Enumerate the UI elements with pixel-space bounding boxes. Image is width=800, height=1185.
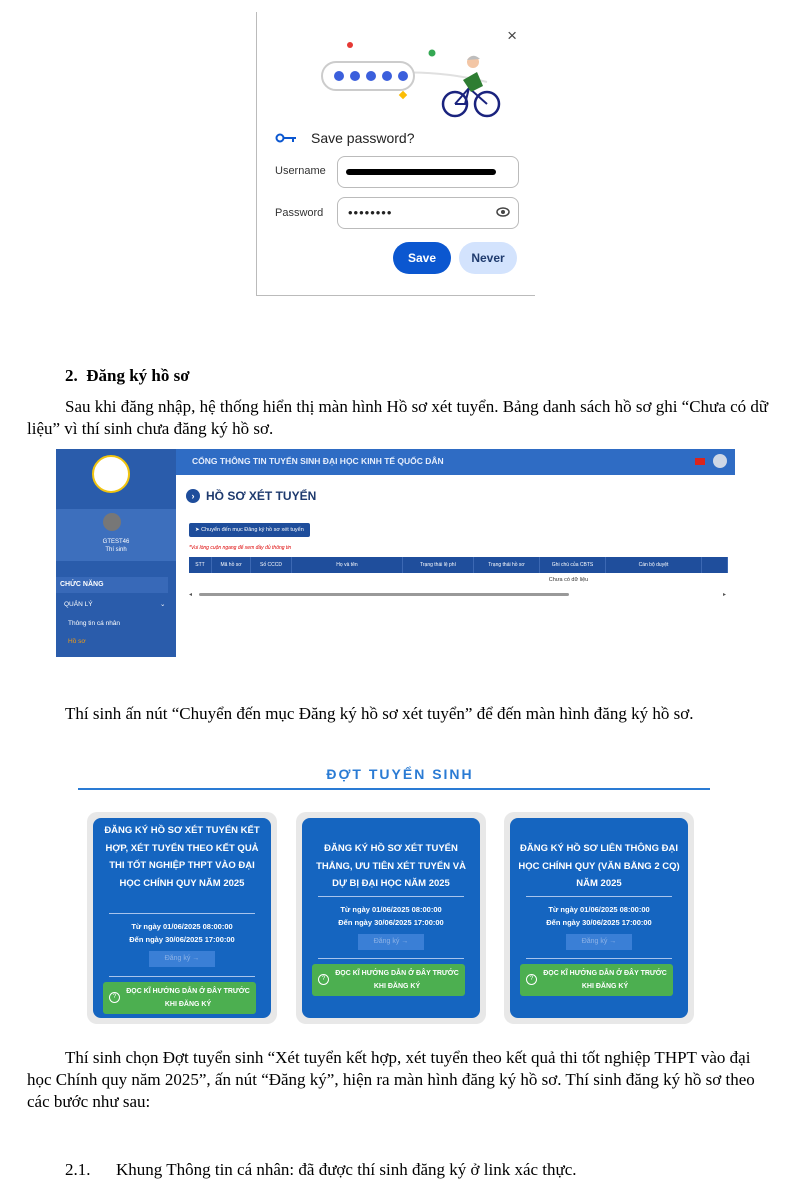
card-divider (526, 896, 672, 897)
key-icon (275, 133, 297, 143)
guide-label: ĐỌC KĨ HƯỚNG DẪN Ở ĐÂY TRƯỚC KHI ĐĂNG KÝ (126, 988, 250, 1008)
card-to-date: Đến ngày 30/06/2025 17:00:00 (338, 918, 444, 927)
card-from-date: Từ ngày 01/06/2025 08:00:00 (340, 905, 442, 914)
page-title-text: HỒ SƠ XÉT TUYỂN (206, 489, 317, 503)
sub-heading-2-1: 2.1. Khung Thông tin cá nhân: đã được thí sinh đăng ký ở link xác thực. (65, 1160, 577, 1179)
portal-sidebar (56, 449, 176, 657)
save-password-dialog (256, 12, 535, 296)
username-field[interactable] (337, 156, 519, 188)
scroll-right-icon[interactable]: ▸ (722, 592, 726, 598)
user-panel (56, 509, 176, 561)
card-from-date: Từ ngày 01/06/2025 08:00:00 (131, 922, 233, 931)
guide-button[interactable] (103, 982, 256, 1014)
close-icon[interactable]: × (507, 26, 517, 45)
menu-item-thong-tin[interactable]: Thông tin cá nhân (68, 620, 121, 627)
card-to-date: Đến ngày 30/06/2025 17:00:00 (546, 918, 652, 927)
card-to-date: Đến ngày 30/06/2025 17:00:00 (129, 935, 235, 944)
col-header: Cán bộ duyệt (606, 557, 702, 573)
card-divider (318, 958, 464, 959)
eye-icon[interactable] (496, 206, 510, 218)
card-from-date: Từ ngày 01/06/2025 08:00:00 (548, 905, 650, 914)
register-button[interactable]: Đăng ký → (358, 934, 424, 950)
goto-register-button[interactable]: ➤ Chuyển đến mục Đăng ký hồ sơ xét tuyển (189, 523, 310, 537)
col-header: Họ và tên (292, 557, 403, 573)
password-label: Password (275, 207, 324, 219)
card-divider (109, 976, 255, 977)
card-body (302, 818, 480, 1018)
menu-group-quanly[interactable]: QUẢN LÝ (64, 601, 93, 608)
card-body (93, 818, 271, 1018)
card-body (510, 818, 688, 1018)
col-header: Trạng thái lệ phí (403, 557, 474, 573)
admission-card (504, 812, 694, 1024)
scroll-thumb[interactable] (199, 593, 569, 596)
col-header-spacer (702, 557, 728, 573)
horizontal-scrollbar[interactable] (189, 591, 728, 597)
card-title: ĐĂNG KÝ HỒ SƠ XÉT TUYỂN THẲNG, ƯU TIÊN XÉT TUYỂN VÀ DỰ BỊ ĐẠI HỌC NĂM 2025 (316, 843, 466, 889)
help-icon: ? (526, 974, 537, 985)
admission-card (296, 812, 486, 1024)
dialog-title: Save password? (311, 130, 415, 146)
col-header: Ghi chú của CBTS (540, 557, 606, 573)
admission-round-title: ĐỢT TUYỂN SINH (326, 766, 474, 782)
card-divider (318, 896, 464, 897)
register-button[interactable]: Đăng ký → (566, 934, 632, 950)
help-icon: ? (109, 992, 120, 1003)
vn-flag-icon[interactable] (695, 458, 705, 465)
guide-button[interactable] (520, 964, 673, 996)
menu-header: CHỨC NĂNG (56, 577, 168, 593)
password-illustration (287, 22, 507, 122)
register-button[interactable]: Đăng ký → (149, 951, 215, 967)
guide-label: ĐỌC KĨ HƯỚNG DẪN Ở ĐÂY TRƯỚC KHI ĐĂNG KÝ (543, 970, 667, 990)
col-header: STT (189, 557, 212, 573)
empty-state: Chưa có dữ liệu (548, 577, 589, 583)
section-heading: 2. Đăng ký hồ sơ (65, 366, 190, 385)
table-header (189, 557, 728, 573)
portal-role: Thí sinh (105, 547, 127, 553)
paragraph-2: Thí sinh ấn nút “Chuyển đến mục Đăng ký hồ sơ xét tuyển” để đến màn hình đăng ký hồ sơ. (65, 704, 694, 723)
never-button[interactable]: Never (459, 242, 517, 274)
username-label: Username (275, 165, 326, 177)
chevron-right-icon: › (186, 489, 200, 503)
card-title: ĐĂNG KÝ HỒ SƠ LIÊN THÔNG ĐẠI HỌC CHÍNH QUY (VĂN BẰNG 2 CQ) NĂM 2025 (518, 843, 680, 889)
chevron-down-icon[interactable]: ⌄ (160, 601, 166, 608)
dialog-title-row (275, 130, 415, 146)
page-title (186, 489, 316, 503)
portal-header (176, 449, 735, 475)
avatar-icon (103, 513, 121, 531)
title-underline (78, 788, 710, 790)
card-divider (526, 958, 672, 959)
user-icon[interactable] (713, 454, 727, 468)
portal-username: GTEST46 (102, 539, 130, 545)
card-divider (109, 913, 255, 914)
goto-register-label: Chuyển đến mục Đăng ký hồ sơ xét tuyển (201, 527, 304, 533)
cyclist-icon (443, 56, 499, 116)
col-header: Mã hồ sơ (212, 557, 251, 573)
university-logo (92, 455, 130, 493)
paragraph-1: Sau khi đăng nhập, hệ thống hiển thị màn hình Hồ sơ xét tuyển. Bảng danh sách hồ sơ ghi “Chưa có dữ liệu” vì thí sinh chưa đăng ký hồ sơ. (27, 397, 769, 438)
paragraph-3: Thí sinh chọn Đợt tuyển sinh “Xét tuyển kết hợp, xét tuyển theo kết quả thi tốt nghiệp THPT vào đại học Chính quy năm 2025”, ấn nút “Đăng ký”, hiện ra màn hình đăng ký hồ sơ. Thí sinh đăng ký hồ sơ theo các bước như sau: (27, 1048, 755, 1111)
menu-item-ho-so[interactable]: Hồ sơ (68, 638, 86, 645)
portal-screenshot (56, 449, 735, 657)
card-title: ĐĂNG KÝ HỒ SƠ XÉT TUYỂN KẾT HỢP, XÉT TUYỂN THEO KẾT QUẢ THI TỐT NGHIỆP THPT VÀO ĐẠI HỌC CHÍNH QUY NĂM 2025 (104, 825, 260, 889)
password-field[interactable] (337, 197, 519, 229)
col-header: Trạng thái hồ sơ (474, 557, 540, 573)
portal-title: CỔNG THÔNG TIN TUYỂN SINH ĐẠI HỌC KINH TẾ QUỐC DÂN (192, 456, 444, 466)
scroll-left-icon[interactable]: ◂ (189, 592, 193, 598)
guide-label: ĐỌC KĨ HƯỚNG DẪN Ở ĐÂY TRƯỚC KHI ĐĂNG KÝ (335, 970, 459, 990)
records-table (189, 557, 728, 587)
save-button[interactable]: Save (393, 242, 451, 274)
scroll-warning: *Vui lòng cuộn ngang để xem đầy đủ thông tin (189, 545, 292, 551)
guide-button[interactable] (312, 964, 465, 996)
redacted-username (346, 169, 496, 175)
admission-card (87, 812, 277, 1024)
help-icon: ? (318, 974, 329, 985)
password-value: •••••••• (348, 205, 393, 220)
col-header: Số CCCD (251, 557, 292, 573)
